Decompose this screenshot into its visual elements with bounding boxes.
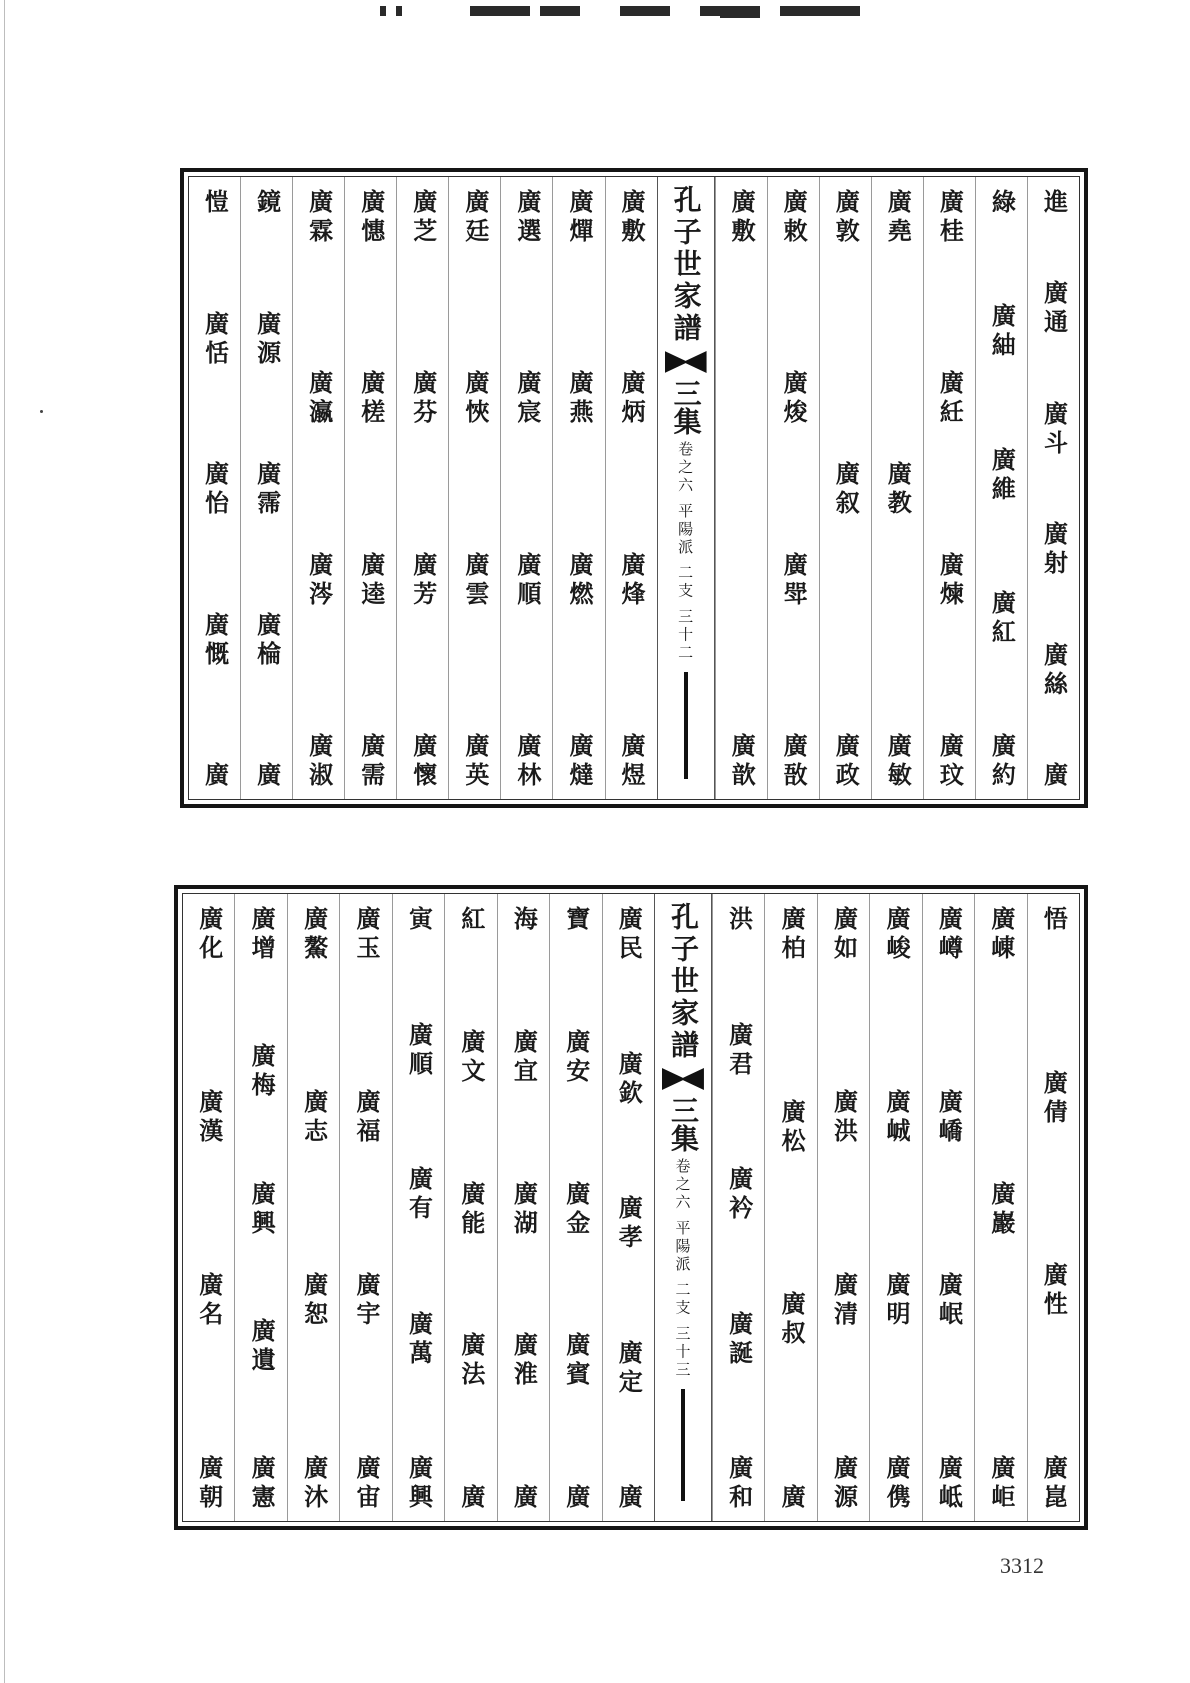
name-entry: 廣叙 (831, 461, 861, 519)
book-spine-label (654, 894, 712, 1521)
name-entry: 廣增 (247, 906, 277, 964)
name-entry: 廣怡 (200, 461, 230, 519)
genealogy-page-top (180, 168, 1088, 808)
name-entry: 廣定 (614, 1339, 644, 1398)
name-entry: 廣憲 (247, 1455, 277, 1513)
name-entry: 廣通 (1039, 280, 1069, 339)
name-column (922, 894, 974, 1521)
name-entry: 廣湖 (509, 1180, 539, 1239)
name-entry: 廣炳 (617, 370, 647, 429)
name-entry: 廣文 (456, 1028, 486, 1087)
name-column (344, 177, 396, 799)
name-column (339, 894, 391, 1521)
page-number: 3312 (1000, 1553, 1044, 1578)
fish-tail-mark (662, 1068, 704, 1090)
name-column (819, 177, 871, 799)
name-entry: 愷 (200, 189, 230, 218)
name-entry: 廣嶟 (934, 906, 964, 964)
name-entry: 廣源 (829, 1455, 859, 1513)
name-entry: 廣岷 (934, 1272, 964, 1330)
name-column (975, 177, 1027, 799)
collection-label: 三集 (666, 1096, 700, 1152)
name-column (602, 894, 654, 1521)
name-entry: 廣萬 (404, 1310, 434, 1369)
name-entry: 廣瀛 (304, 370, 334, 429)
name-entry: 廣煉 (935, 551, 965, 610)
name-entry: 廣燀 (564, 189, 594, 247)
name-entry: 廣孝 (614, 1195, 644, 1253)
name-column (292, 177, 344, 799)
name-entry: 廣英 (460, 732, 490, 791)
name-entry: 廣峸 (881, 1089, 911, 1147)
volume-info: 卷之六 平陽派 二支 三十三 (673, 1158, 692, 1380)
name-entry: 廣金 (561, 1180, 591, 1239)
name-entry: 廣憓 (356, 189, 386, 247)
name-entry: 廣和 (724, 1455, 754, 1513)
name-entry: 廣斝 (779, 551, 809, 610)
scan-edge-line (4, 0, 5, 1683)
name-column (974, 894, 1026, 1521)
name-column (240, 177, 292, 799)
name-entry: 廣燃 (564, 551, 594, 610)
name-entry: 廣射 (1039, 521, 1069, 580)
spine-bar (681, 1389, 685, 1501)
name-entry: 廣漢 (194, 1089, 224, 1147)
spine-bar (684, 672, 688, 779)
name-entry: 廣岻 (934, 1455, 964, 1513)
name-column (396, 177, 448, 799)
name-entry: 廣 (200, 762, 230, 791)
page-columns (188, 176, 1080, 800)
name-entry: 廣嶠 (934, 1089, 964, 1147)
name-entry: 廣民 (614, 906, 644, 964)
name-entry: 廣涔 (304, 551, 334, 610)
name-entry: 廣悏 (460, 370, 490, 429)
name-entry: 廣衿 (724, 1166, 754, 1224)
name-entry: 廣君 (724, 1021, 754, 1080)
name-entry: 廣福 (352, 1089, 382, 1147)
name-entry: 廣鰲 (299, 906, 329, 964)
name-entry: 廣梅 (247, 1043, 277, 1102)
name-entry: 廣松 (777, 1098, 807, 1157)
name-column (552, 177, 604, 799)
book-title: 孔子世家譜 (669, 185, 703, 345)
name-entry: 廣敷 (727, 189, 757, 247)
name-entry: 廣玟 (935, 732, 965, 791)
name-entry: 悟 (1039, 906, 1069, 935)
name-entry: 廣崑 (1039, 1454, 1069, 1513)
volume-info: 卷之六 平陽派 二支 三十二 (676, 441, 695, 663)
name-column (497, 894, 549, 1521)
name-entry: 廣宜 (509, 1028, 539, 1087)
name-entry: 廣法 (456, 1332, 486, 1391)
name-entry: 廣宇 (352, 1272, 382, 1330)
name-entry: 廣歆 (727, 733, 757, 791)
name-entry: 廣安 (561, 1028, 591, 1087)
name-column (767, 177, 819, 799)
name-entry: 廣維 (987, 446, 1017, 505)
name-entry: 廣紝 (935, 370, 965, 429)
name-entry: 廣巖 (986, 1180, 1016, 1239)
name-entry: 廣岠 (986, 1455, 1016, 1513)
name-column (871, 177, 923, 799)
name-entry: 廣 (561, 1484, 591, 1513)
name-entry: 廣如 (829, 906, 859, 964)
name-column (448, 177, 500, 799)
name-column (189, 177, 240, 799)
name-column (392, 894, 444, 1521)
name-entry: 廣燕 (564, 370, 594, 429)
name-entry: 廣誕 (724, 1310, 754, 1369)
name-entry: 廣 (1039, 761, 1069, 791)
name-entry: 廣逵 (356, 551, 386, 610)
name-entry: 廣敷 (617, 189, 647, 247)
name-column (817, 894, 869, 1521)
name-entry: 廣敦 (831, 189, 861, 247)
page-columns (182, 893, 1080, 1522)
scan-speck (40, 410, 43, 413)
name-entry: 廣恕 (299, 1272, 329, 1330)
name-entry: 廣倩 (1039, 1069, 1069, 1128)
name-column (234, 894, 286, 1521)
name-entry: 綠 (987, 189, 1017, 218)
genealogy-page-bottom (174, 885, 1088, 1530)
collection-label: 三集 (669, 379, 703, 435)
name-entry: 廣能 (456, 1180, 486, 1239)
name-entry: 廣 (456, 1484, 486, 1513)
name-entry: 廣宸 (512, 370, 542, 429)
name-column (549, 894, 601, 1521)
name-entry: 廣 (614, 1484, 644, 1513)
name-column (500, 177, 552, 799)
name-entry: 廣源 (252, 310, 282, 369)
name-entry: 廣堯 (883, 189, 913, 247)
name-column (764, 894, 816, 1521)
name-entry: 廣恬 (200, 310, 230, 369)
name-entry: 廣懷 (408, 732, 438, 791)
name-entry: 廣教 (883, 461, 913, 519)
name-entry: 廣性 (1039, 1262, 1069, 1321)
name-entry: 廣志 (299, 1089, 329, 1147)
scan-artifact-header (60, 6, 940, 20)
name-entry: 廣遺 (247, 1317, 277, 1376)
name-column (923, 177, 975, 799)
name-entry: 廣洪 (829, 1089, 859, 1147)
name-entry: 紅 (456, 906, 486, 935)
name-column (712, 894, 764, 1521)
name-entry: 廣芳 (408, 551, 438, 610)
name-entry: 廣有 (404, 1166, 434, 1224)
name-entry: 洪 (724, 906, 754, 935)
name-column (1027, 894, 1079, 1521)
name-entry: 廣柏 (777, 906, 807, 964)
name-entry: 廣明 (881, 1272, 911, 1330)
name-entry: 廣玉 (352, 906, 382, 964)
name-entry: 廣峻 (881, 906, 911, 964)
name-entry: 寶 (561, 906, 591, 935)
name-entry: 寅 (404, 906, 434, 935)
name-entry: 廣芬 (408, 370, 438, 429)
name-column (605, 177, 657, 799)
name-entry: 廣廷 (460, 189, 490, 247)
name-entry: 廣斗 (1039, 400, 1069, 459)
name-entry: 廣 (509, 1484, 539, 1513)
name-entry: 廣朝 (194, 1455, 224, 1513)
name-entry: 廣賓 (561, 1332, 591, 1391)
name-entry: 廣絲 (1039, 641, 1069, 700)
name-entry: 廣霖 (304, 189, 334, 247)
name-entry: 廣崠 (986, 906, 1016, 964)
name-entry: 廣欽 (614, 1050, 644, 1109)
name-entry: 廣名 (194, 1272, 224, 1330)
name-column (183, 894, 234, 1521)
name-entry: 廣敏 (883, 733, 913, 791)
name-entry: 廣政 (831, 733, 861, 791)
name-entry: 鏡 (252, 189, 282, 218)
name-entry: 廣林 (512, 732, 542, 791)
name-entry: 廣清 (829, 1272, 859, 1330)
name-entry: 廣慨 (200, 611, 230, 670)
name-entry: 廣約 (987, 733, 1017, 791)
name-entry: 廣淮 (509, 1332, 539, 1391)
name-entry: 廣順 (512, 551, 542, 610)
name-entry: 廣宙 (352, 1455, 382, 1513)
name-entry: 廣敕 (779, 189, 809, 247)
name-entry: 廣㑺 (881, 1455, 911, 1513)
name-entry: 廣興 (247, 1180, 277, 1239)
name-column (287, 894, 339, 1521)
name-entry: 廣 (252, 762, 282, 791)
name-entry: 廣桂 (935, 189, 965, 247)
name-entry: 廣棆 (252, 611, 282, 670)
name-entry: 廣燵 (564, 732, 594, 791)
name-entry: 廣槎 (356, 370, 386, 429)
name-entry: 廣化 (194, 906, 224, 964)
name-entry: 廣焌 (779, 370, 809, 429)
name-entry: 廣煜 (617, 732, 647, 791)
name-column (1027, 177, 1079, 799)
name-entry: 廣敔 (779, 732, 809, 791)
name-entry: 廣選 (512, 189, 542, 247)
book-spine-label (657, 177, 715, 799)
name-entry: 廣雲 (460, 551, 490, 610)
book-title: 孔子世家譜 (666, 902, 700, 1062)
name-entry: 廣烽 (617, 551, 647, 610)
name-entry: 廣芝 (408, 189, 438, 247)
name-entry: 廣叔 (777, 1291, 807, 1350)
name-entry: 進 (1039, 189, 1069, 218)
name-entry: 廣淑 (304, 732, 334, 791)
name-entry: 廣順 (404, 1021, 434, 1080)
name-entry: 廣 (777, 1483, 807, 1513)
name-entry: 廣興 (404, 1455, 434, 1513)
name-column (869, 894, 921, 1521)
name-entry: 廣紅 (987, 589, 1017, 648)
name-column (444, 894, 496, 1521)
name-entry: 廣需 (356, 732, 386, 791)
fish-tail-mark (665, 351, 707, 373)
name-entry: 廣霈 (252, 461, 282, 519)
name-column (715, 177, 767, 799)
name-entry: 海 (509, 906, 539, 935)
name-entry: 廣沐 (299, 1455, 329, 1513)
name-entry: 廣紬 (987, 303, 1017, 362)
